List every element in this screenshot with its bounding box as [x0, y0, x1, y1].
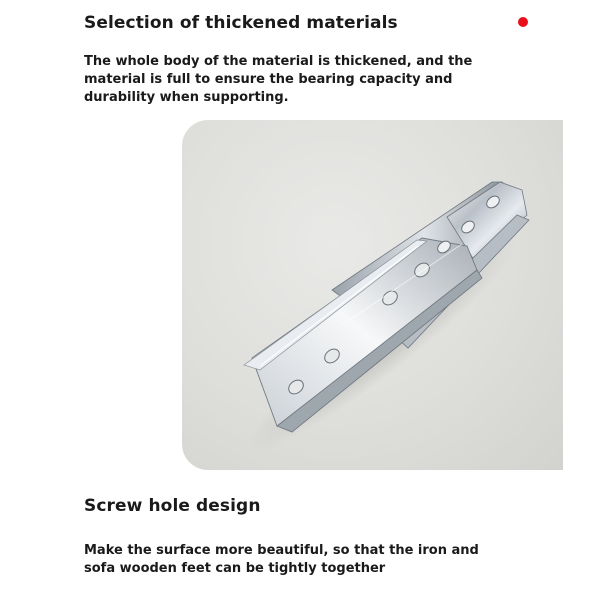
section-title-screw-holes: Screw hole design: [84, 496, 261, 516]
steel-rail-bracket-image: [182, 120, 563, 470]
section-title-materials: Selection of thickened materials: [84, 13, 398, 33]
section-text-materials: The whole body of the material is thickened, and the material is full to ensure the bearing capacity and durability when supporting.: [84, 54, 473, 105]
section-text-screw-holes: Make the surface more beautiful, so that the iron and sofa wooden feet can be tightly together: [84, 543, 479, 576]
red-dot-marker: [518, 17, 528, 27]
product-photo: [182, 120, 563, 470]
